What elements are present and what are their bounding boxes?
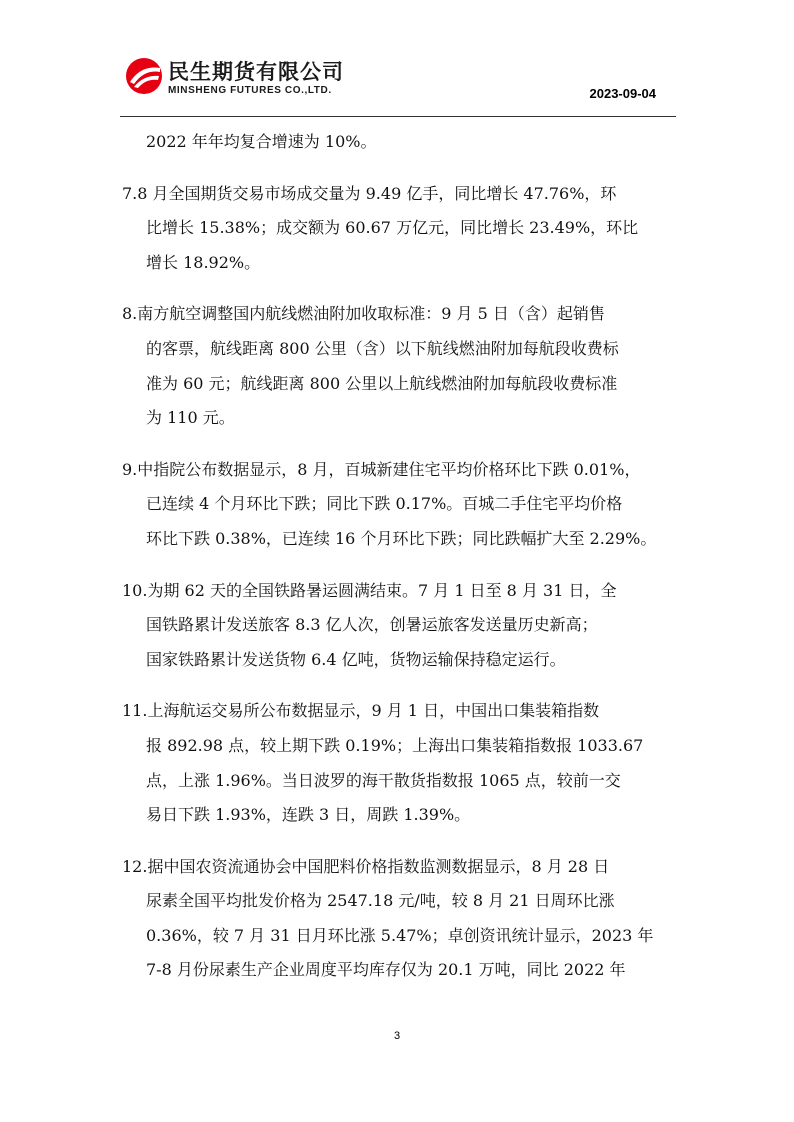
paragraph-line: 的客票，航线距离 800 公里（含）以下航线燃油附加每航段收费标 bbox=[146, 338, 619, 358]
list-item-11 bbox=[122, 694, 678, 832]
paragraph-line: 增长 18.92%。 bbox=[146, 252, 261, 272]
paragraph-line: 环比下跌 0.38%，已连续 16 个月环比下跌；同比跌幅扩大至 2.29%。 bbox=[146, 528, 657, 548]
paragraph-line: 易日下跌 1.93%，连跌 3 日，周跌 1.39%。 bbox=[146, 805, 471, 825]
list-item-8 bbox=[122, 297, 678, 435]
list-item-12 bbox=[122, 850, 678, 988]
paragraph-line: 8.南方航空调整国内航线燃油附加收取标准：9 月 5 日（含）起销售 bbox=[122, 304, 605, 324]
minsheng-logo-icon bbox=[124, 56, 164, 96]
paragraph-line: 11.上海航运交易所公布数据显示，9 月 1 日，中国出口集装箱指数 bbox=[122, 701, 600, 721]
list-item-10 bbox=[122, 574, 678, 678]
paragraph-line: 尿素全国平均批发价格为 2547.18 元/吨，较 8 月 21 日周环比涨 bbox=[146, 891, 615, 911]
paragraph-line: 国铁路累计发送旅客 8.3 亿人次，创暑运旅客发送量历史新高； bbox=[146, 615, 598, 635]
paragraph-line: 已连续 4 个月环比下跌；同比下跌 0.17%。百城二手住宅平均价格 bbox=[146, 494, 623, 514]
header-divider bbox=[120, 116, 676, 117]
page-number: 3 bbox=[393, 1030, 401, 1042]
paragraph-line: 报 892.98 点，较上期下跌 0.19%；上海出口集装箱指数报 1033.67 bbox=[146, 735, 644, 755]
paragraph-line: 10.为期 62 天的全国铁路暑运圆满结束。7 月 1 日至 8 月 31 日，全 bbox=[122, 580, 617, 600]
company-name-en: MINSHENG FUTURES CO.,LTD. bbox=[168, 85, 332, 96]
list-item-9 bbox=[122, 453, 678, 557]
paragraph-line: 为 110 元。 bbox=[146, 408, 235, 428]
paragraph-line: 2022 年年均复合增速为 10%。 bbox=[146, 132, 377, 151]
paragraph-line: 准为 60 元；航线距离 800 公里以上航线燃油附加每航段收费标准 bbox=[146, 373, 618, 393]
paragraph-line: 7.8 月全国期货交易市场成交量为 9.49 亿手，同比增长 47.76%，环 bbox=[122, 183, 617, 203]
paragraph-line: 点，上涨 1.96%。当日波罗的海干散货指数报 1065 点，较前一交 bbox=[146, 770, 621, 790]
page-header bbox=[0, 0, 794, 120]
paragraph-line: 7-8 月份尿素生产企业周度平均库存仅为 20.1 万吨，同比 2022 年 bbox=[146, 960, 626, 980]
paragraph-line: 0.36%，较 7 月 31 日月环比涨 5.47%；卓创资讯统计显示，2023 年 bbox=[146, 925, 654, 945]
company-name-cn: 民生期货有限公司 bbox=[168, 60, 344, 84]
document-body bbox=[122, 125, 678, 988]
paragraph-line: 9.中指院公布数据显示，8 月，百城新建住宅平均价格环比下跌 0.01%， bbox=[122, 459, 641, 479]
list-item-7 bbox=[122, 177, 678, 281]
paragraph-line: 比增长 15.38%；成交额为 60.67 万亿元，同比增长 23.49%，环比 bbox=[146, 218, 639, 238]
paragraph-line: 12.据中国农资流通协会中国肥料价格指数监测数据显示，8 月 28 日 bbox=[122, 856, 610, 876]
report-date: 2023-09-04 bbox=[589, 86, 656, 101]
paragraph-lead bbox=[122, 125, 678, 160]
paragraph-line: 国家铁路累计发送货物 6.4 亿吨，货物运输保持稳定运行。 bbox=[146, 649, 566, 669]
